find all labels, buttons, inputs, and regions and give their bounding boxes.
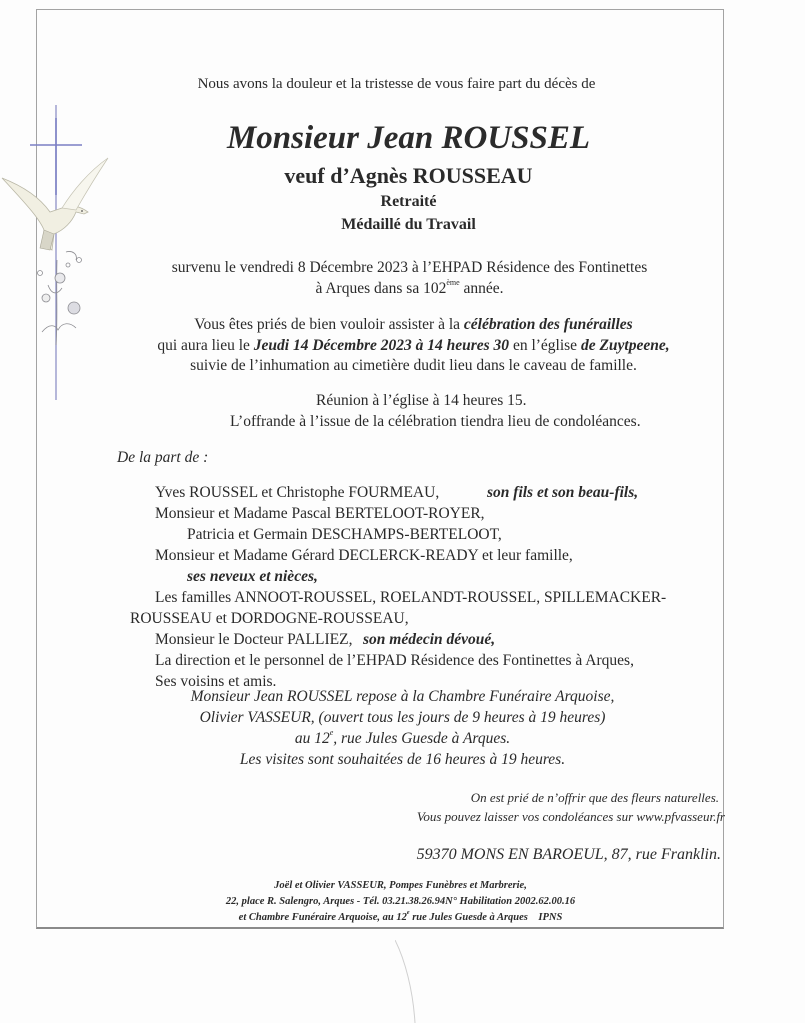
funeral-when-label: qui aura lieu le — [157, 337, 254, 354]
death-age: à Arques dans sa 102 — [315, 280, 447, 297]
funeral-church: de Zuytpeene, — [580, 337, 670, 354]
family-relation-2: ses neveux et nièces, — [187, 568, 318, 585]
footer-funeral-home: et Chambre Funéraire Arquoise, au 12 — [238, 912, 407, 923]
note-condolences: Vous pouvez laisser vos condoléances sur www.pfvasseur.fr — [416, 809, 725, 824]
family-line-9: La direction et le personnel de l’EHPAD Résidence des Fontinettes à Arques, — [155, 652, 634, 669]
title-retired: Retraité — [380, 193, 437, 210]
family-line-8: Monsieur le Docteur PALLIEZ, — [155, 631, 353, 648]
footer-ipns: IPNS — [538, 912, 563, 923]
funeral-church-label: en l’église — [509, 337, 581, 354]
family-relation-1: son fils et son beau-fils, — [487, 484, 639, 501]
rest-line-4: Les visites sont souhaitées de 16 heures à 19 heures. — [239, 751, 566, 768]
rest-line-1: Monsieur Jean ROUSSEL repose à la Chambre Funéraire Arquoise, — [190, 688, 615, 705]
deceased-name: Monsieur Jean ROUSSEL — [226, 120, 591, 156]
family-line-6: Les familles ANNOOT-ROUSSEL, ROELANDT-ROUSSEL, SPILLEMACKER- — [155, 589, 667, 606]
death-line-2 — [7, 280, 805, 298]
family-line-4: Monsieur et Madame Gérard DECLERCK-READY et leur famille, — [155, 547, 573, 564]
family-line-1: Yves ROUSSEL et Christophe FOURMEAU, — [155, 484, 440, 501]
family-line-2: Monsieur et Madame Pascal BERTELOOT-ROYER, — [155, 505, 485, 522]
death-age-suffix: ème — [446, 278, 460, 287]
footer-line-2: 22, place R. Salengro, Arques - Tél. 03.21.38.26.94N° Habilitation 2002.62.00.16 — [225, 896, 576, 907]
footer-street: rue Jules Guesde à Arques — [409, 912, 528, 923]
rest-address-street: , rue Jules Guesde à Arques. — [333, 730, 511, 747]
death-year-word: année. — [459, 280, 504, 297]
funeral-celebration: célébration des funérailles — [463, 316, 633, 333]
death-line-1: survenu le vendredi 8 Décembre 2023 à l’EHPAD Résidence des Fontinettes — [171, 259, 648, 276]
rest-line-3 — [0, 730, 805, 748]
footer-line-3 — [0, 912, 803, 923]
funeral-line-3: suivie de l’inhumation au cimetière dudit lieu dans le caveau de famille. — [190, 357, 637, 374]
funeral-invite: Vous êtes priés de bien vouloir assister à la — [194, 316, 464, 333]
widower-of: veuf d’Agnès ROUSSEAU — [284, 163, 533, 188]
footer-suffix: e — [406, 910, 410, 916]
rest-address-suffix: e — [329, 728, 334, 737]
note-flowers: On est prié de n’offrir que des fleurs naturelles. — [470, 790, 719, 805]
footer-line-1: Joël et Olivier VASSEUR, Pompes Funèbres et Marbrerie, — [274, 880, 527, 891]
family-address: 59370 MONS EN BAROEUL, 87, rue Franklin. — [416, 846, 721, 863]
family-line-3: Patricia et Germain DESCHAMPS-BERTELOOT, — [187, 526, 502, 543]
rest-address-number: au 12 — [294, 730, 330, 747]
meeting-line-2: L’offrande à l’issue de la célébration tiendra lieu de condoléances. — [230, 413, 641, 430]
funeral-line-1 — [11, 316, 805, 334]
from-label: De la part de : — [117, 449, 209, 466]
family-line-7: ROUSSEAU et DORDOGNE-ROUSSEAU, — [130, 610, 409, 627]
funeral-line-2 — [11, 337, 805, 355]
funeral-date: Jeudi 14 Décembre 2023 à 14 heures 30 — [253, 337, 510, 354]
intro-text: Nous avons la douleur et la tristesse de vous faire part du décès de — [197, 76, 596, 92]
rest-line-2: Olivier VASSEUR, (ouvert tous les jours de 9 heures à 19 heures) — [199, 709, 606, 726]
title-medal: Médaillé du Travail — [341, 216, 476, 233]
meeting-line-1: Réunion à l’église à 14 heures 15. — [316, 392, 527, 409]
scan-curve — [395, 940, 425, 1023]
family-line-10: Ses voisins et amis. — [155, 673, 277, 690]
family-relation-3: son médecin dévoué, — [363, 631, 496, 648]
